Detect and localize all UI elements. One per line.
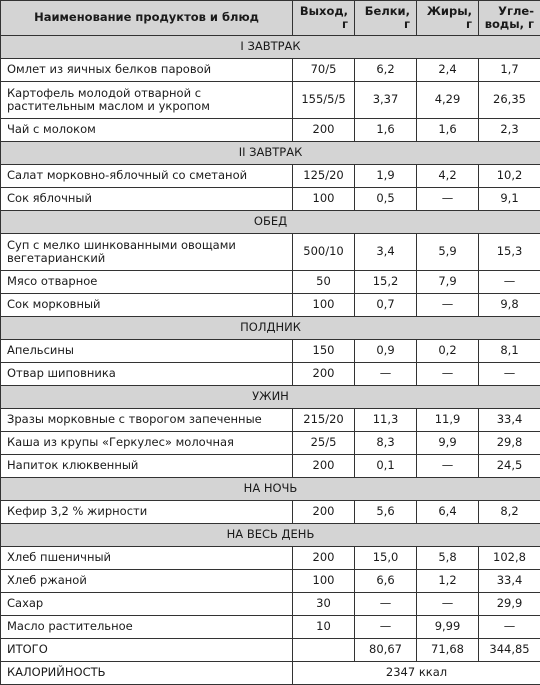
table-row [1,165,540,188]
output-cell: 200 [293,119,355,142]
fats-cell: 4,2 [417,165,479,188]
carbs-cell: 10,2 [479,165,540,188]
section-title: УЖИН [1,386,540,409]
fats-cell: 6,4 [417,501,479,524]
table-row [1,547,540,570]
section-title: I ЗАВТРАК [1,36,540,59]
proteins-cell: 1,9 [355,165,417,188]
product-name: Салат морковно-яблочный со сметаной [1,165,293,188]
fats-cell: 7,9 [417,271,479,294]
product-name: Сок яблочный [1,188,293,211]
table-row [1,409,540,432]
table-row [1,59,540,82]
section-title: ПОЛДНИК [1,317,540,340]
fats-cell: — [417,188,479,211]
proteins-cell: 0,5 [355,188,417,211]
carbs-cell: 26,35 [479,82,540,119]
carbs-cell: 2,3 [479,119,540,142]
table-row [1,119,540,142]
carbs-cell: 8,2 [479,501,540,524]
total-output [293,639,355,662]
carbs-cell: 33,4 [479,409,540,432]
fats-cell: 1,2 [417,570,479,593]
product-name: Чай с молоком [1,119,293,142]
proteins-cell: 11,3 [355,409,417,432]
output-cell: 155/5/5 [293,82,355,119]
product-name: Мясо отварное [1,271,293,294]
header-name: Наименование продуктов и блюд [1,1,293,36]
carbs-cell: 15,3 [479,234,540,271]
carbs-cell: — [479,363,540,386]
proteins-cell: 15,2 [355,271,417,294]
total-carbs: 344,85 [479,639,540,662]
carbs-cell: 9,8 [479,294,540,317]
proteins-cell: 8,3 [355,432,417,455]
product-name: Отвар шиповника [1,363,293,386]
output-cell: 200 [293,547,355,570]
header-output: Выход, г [293,1,355,36]
section-header-row [1,478,540,501]
header-row [1,1,540,36]
output-cell: 100 [293,188,355,211]
table-row [1,616,540,639]
proteins-cell: 0,1 [355,455,417,478]
product-name: Напиток клюквенный [1,455,293,478]
proteins-cell: 3,4 [355,234,417,271]
section-header-row [1,142,540,165]
product-name: Каша из крупы «Геркулес» молочная [1,432,293,455]
product-name: Масло растительное [1,616,293,639]
carbs-cell: 8,1 [479,340,540,363]
fats-cell: 2,4 [417,59,479,82]
fats-cell: 1,6 [417,119,479,142]
output-cell: 100 [293,294,355,317]
output-cell: 500/10 [293,234,355,271]
table-row [1,455,540,478]
product-name: Апельсины [1,340,293,363]
output-cell: 200 [293,363,355,386]
carbs-cell: — [479,616,540,639]
fats-cell: — [417,455,479,478]
proteins-cell: 5,6 [355,501,417,524]
table-row [1,432,540,455]
section-header-row [1,386,540,409]
output-cell: 125/20 [293,165,355,188]
carbs-cell: 9,1 [479,188,540,211]
section-header-row [1,524,540,547]
table-row [1,570,540,593]
total-label: ИТОГО [1,639,293,662]
table-row [1,271,540,294]
section-title: НА НОЧЬ [1,478,540,501]
product-name: Зразы морковные с творогом запеченные [1,409,293,432]
section-title: НА ВЕСЬ ДЕНЬ [1,524,540,547]
proteins-cell: 6,6 [355,570,417,593]
section-header-row [1,36,540,59]
carbs-cell: 33,4 [479,570,540,593]
table-row [1,340,540,363]
proteins-cell: — [355,363,417,386]
output-cell: 200 [293,501,355,524]
total-row [1,639,540,662]
output-cell: 150 [293,340,355,363]
fats-cell: 11,9 [417,409,479,432]
calories-row [1,662,540,685]
section-title: II ЗАВТРАК [1,142,540,165]
section-header-row [1,211,540,234]
fats-cell: 5,9 [417,234,479,271]
product-name: Хлеб ржаной [1,570,293,593]
calories-label: КАЛОРИЙНОСТЬ [1,662,293,685]
product-name: Суп с мелко шинкованными овощами вегетарианский [1,234,293,271]
total-proteins: 80,67 [355,639,417,662]
header-fats: Жиры, г [417,1,479,36]
carbs-cell: 24,5 [479,455,540,478]
fats-cell: 4,29 [417,82,479,119]
fats-cell: 9,99 [417,616,479,639]
product-name: Сок морковный [1,294,293,317]
proteins-cell: 0,7 [355,294,417,317]
product-name: Сахар [1,593,293,616]
proteins-cell: — [355,616,417,639]
carbs-cell: — [479,271,540,294]
output-cell: 50 [293,271,355,294]
carbs-cell: 29,9 [479,593,540,616]
output-cell: 10 [293,616,355,639]
proteins-cell: 0,9 [355,340,417,363]
product-name: Картофель молодой отварной с растительным маслом и укропом [1,82,293,119]
proteins-cell: 1,6 [355,119,417,142]
output-cell: 200 [293,455,355,478]
fats-cell: — [417,593,479,616]
product-name: Омлет из яичных белков паровой [1,59,293,82]
calories-value: 2347 ккал [293,662,540,685]
fats-cell: — [417,294,479,317]
carbs-cell: 29,8 [479,432,540,455]
section-title: ОБЕД [1,211,540,234]
header-carbs: Угле-воды, г [479,1,540,36]
proteins-cell: — [355,593,417,616]
product-name: Хлеб пшеничный [1,547,293,570]
table-body [1,36,540,639]
fats-cell: 0,2 [417,340,479,363]
fats-cell: 5,8 [417,547,479,570]
table-row [1,234,540,271]
proteins-cell: 6,2 [355,59,417,82]
table-row [1,82,540,119]
output-cell: 70/5 [293,59,355,82]
proteins-cell: 15,0 [355,547,417,570]
table-row [1,294,540,317]
total-fats: 71,68 [417,639,479,662]
table-row [1,593,540,616]
output-cell: 30 [293,593,355,616]
table-row [1,363,540,386]
output-cell: 25/5 [293,432,355,455]
table-row [1,501,540,524]
table-row [1,188,540,211]
fats-cell: 9,9 [417,432,479,455]
section-header-row [1,317,540,340]
fats-cell: — [417,363,479,386]
proteins-cell: 3,37 [355,82,417,119]
product-name: Кефир 3,2 % жирности [1,501,293,524]
carbs-cell: 102,8 [479,547,540,570]
output-cell: 100 [293,570,355,593]
header-proteins: Белки, г [355,1,417,36]
output-cell: 215/20 [293,409,355,432]
carbs-cell: 1,7 [479,59,540,82]
